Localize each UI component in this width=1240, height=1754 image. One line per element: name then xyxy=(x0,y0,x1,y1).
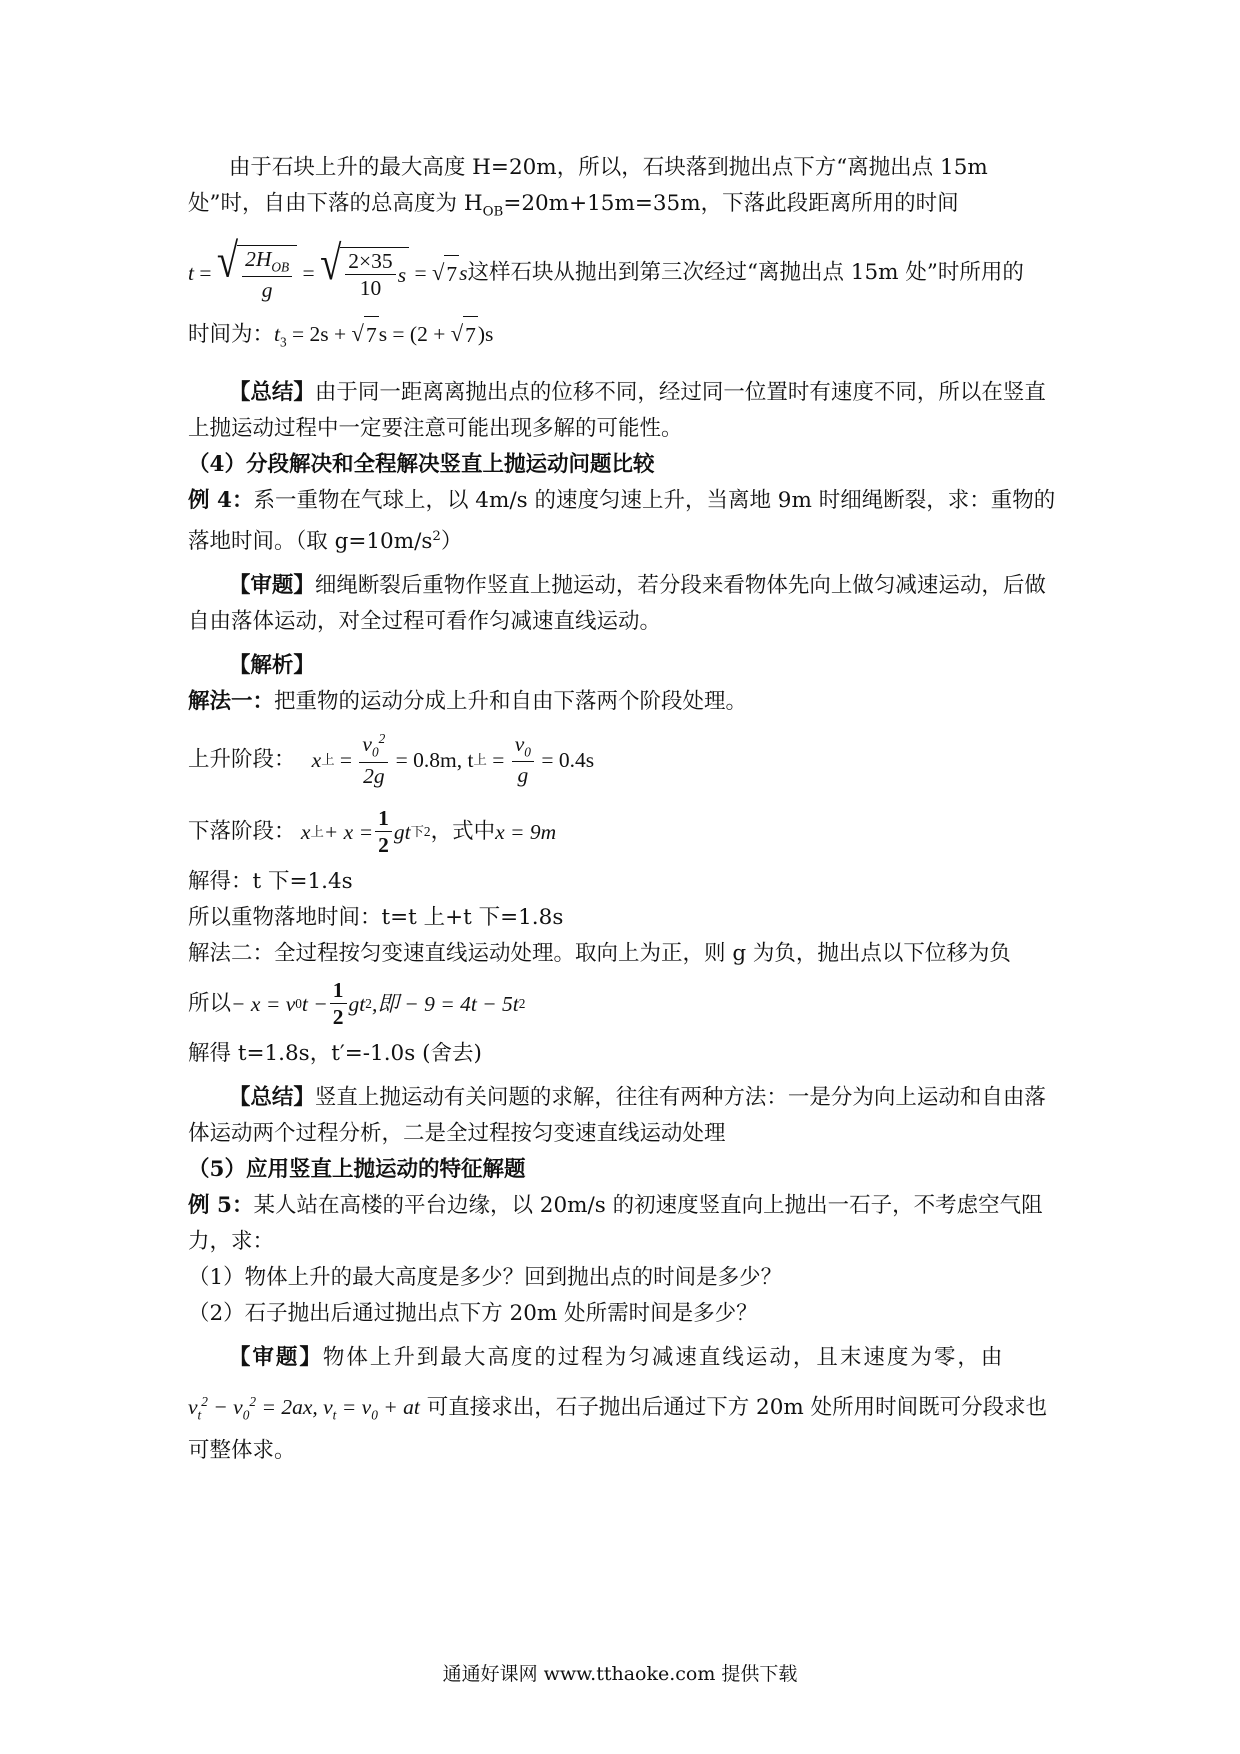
method-1: 解法一：把重物的运动分成上升和自由下落两个阶段处理。 xyxy=(188,688,748,714)
formula-kinematics: $v_t^2 - v_0^2 = 2ax$, $v_t = v_0$ + at xyxy=(188,1393,420,1423)
example-4: 例 4：系一重物在气球上，以 4m/s 的速度匀速上升，当离地 9m 时细绳断裂，求：重物的落地时间。（取 $g=10m/s^2$） xyxy=(188,487,1056,554)
question-1: （1）物体上升的最大高度是多少？回到抛出点的时间是多少？ xyxy=(188,1264,783,1290)
total-time-1: 所以重物落地时间：t=t 上+t 下=1.8s xyxy=(188,904,564,930)
formula-time-free-fall: t = √ $\frac{2H_{OB}}{g}$ = √ $\frac{2\times 35}{10}$ s = √ 7 s 这样石块从抛出到第三次经过“离抛出点 15m 处”时所用的 xyxy=(188,235,1024,303)
formula-rise-stage: 上升阶段： x 上 = $\frac{v_0^2}{2g}$ = 0.8m, t 上 = $\frac{v_0}{g}$ = 0.4s xyxy=(188,731,595,788)
section-heading-5: （5）应用竖直上抛运动的特征解题 xyxy=(188,1156,526,1182)
question-2: （2）石子抛出后通过抛出点下方 20m 处所需时间是多少？ xyxy=(188,1300,758,1326)
review-5: 【审题】物体上升到最大高度的过程为匀减速直线运动，且末速度为零，由 xyxy=(228,1344,1005,1370)
section-heading-4: （4）分段解决和全程解决竖直上抛运动问题比较 xyxy=(188,451,655,477)
paragraph-max-height: 由于石块上升的最大高度 H=20m，所以，石块落到抛出点下方“离抛出点 15m 处”时，自由下落的总高度为 $H_{OB}=20m+15m=35m$，下落此段距离所用的时间 xyxy=(188,155,988,220)
sqrt-expression-numeric: √ $\frac{2\times 35}{10}$ s xyxy=(320,247,409,300)
document-body xyxy=(188,150,1058,1469)
analysis-heading: 【解析】 xyxy=(228,652,315,678)
solve-2: 解得 t=1.8s，t′=-1.0s (舍去) xyxy=(188,1040,482,1066)
sqrt-expression: √ $\frac{2H_{OB}}{g}$ xyxy=(217,245,297,302)
review-5-continued: $v_t^2 - v_0^2 = 2ax$, $v_t = v_0$ + at 可直接求出，石子抛出后通过下方 20m 处所用时间既可分段求也可整体求。 xyxy=(188,1393,1048,1464)
formula-method-2: 所以 − x = v 0 t − $\frac{1}{2}$ gt 2 ,即 − 9 = 4t − 5t 2 xyxy=(188,977,526,1030)
formula-fall-stage: 下落阶段： x 上 + x = $\frac{1}{2}$ gt 下 2 ，式中 x = 9m xyxy=(188,805,557,858)
summary-1: 【总结】由于同一距离离抛出点的位移不同，经过同一位置时有速度不同，所以在竖直上抛运动过程中一定要注意可能出现多解的可能性。 xyxy=(188,379,1046,441)
solve-1: 解得：t 下=1.4s xyxy=(188,868,353,894)
summary-2: 【总结】竖直上抛运动有关问题的求解，往往有两种方法：一是分为向上运动和自由落体运动两个过程分析，二是全过程按匀变速直线运动处理 xyxy=(188,1084,1046,1146)
page-footer: 通通好课网 www.tthaoke.com 提供下载 xyxy=(442,1663,798,1685)
example-5: 例 5：某人站在高楼的平台边缘，以 20m/s 的初速度竖直向上抛出一石子，不考虑空气阻力，求： xyxy=(188,1192,1043,1254)
review-4: 【审题】细绳断裂后重物作竖直上抛运动，若分段来看物体先向上做匀减速运动，后做自由落体运动，对全过程可看作匀减速直线运动。 xyxy=(188,572,1046,634)
formula-total-time: 时间为：$t_3 = 2s$ + √ 7 s = (2 + √ 7 )s xyxy=(188,316,1058,360)
method-2: 解法二：全过程按匀变速直线运动处理。取向上为正，则 g 为负，抛出点以下位移为负 xyxy=(188,940,1011,966)
sqrt-seven: √ 7 xyxy=(432,255,459,292)
